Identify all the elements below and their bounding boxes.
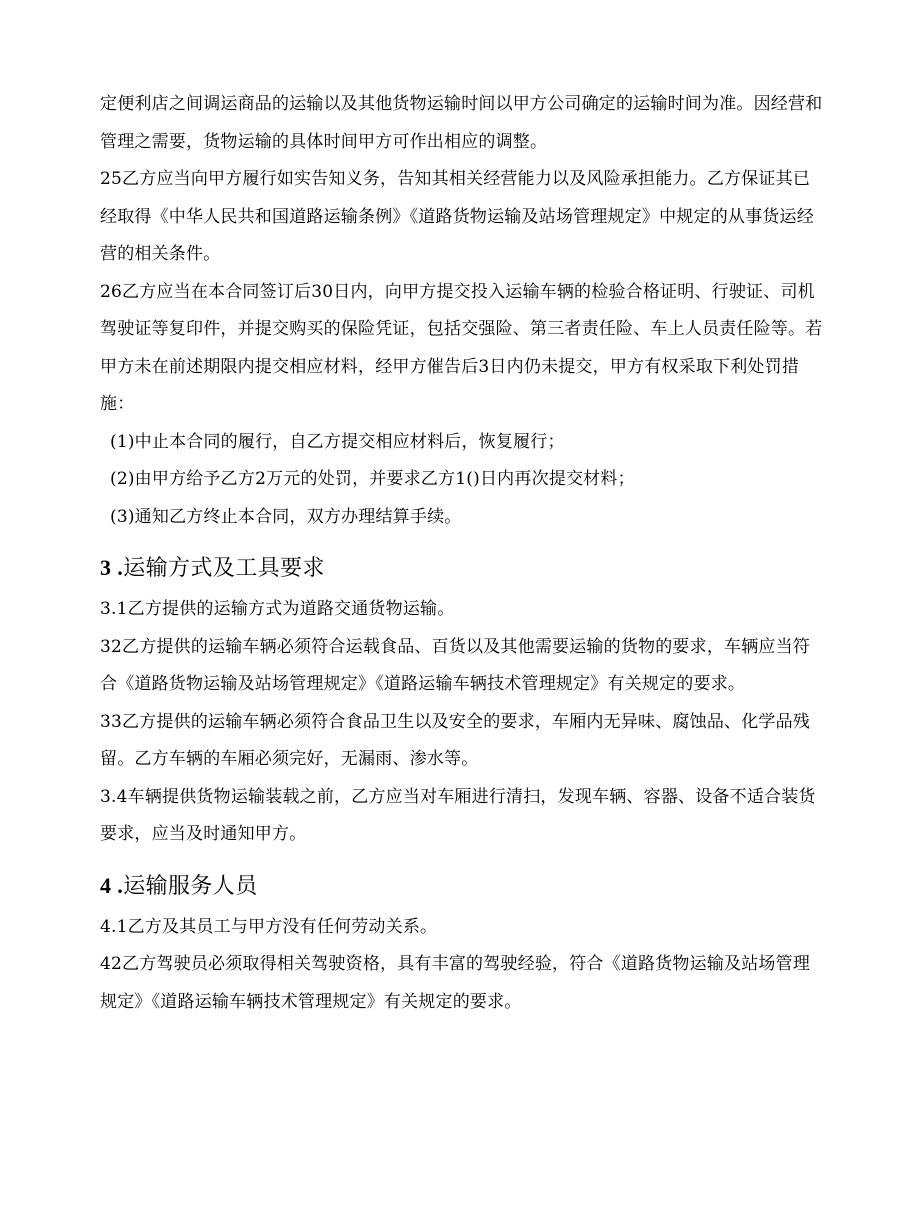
- document-body: [100, 86, 825, 1021]
- paragraph-3-2: 32乙方提供的运输车辆必须符合运载食品、百货以及其他需要运输的货物的要求，车辆应当符合《道路货物运输及站场管理规定》《道路运输车辆技术管理规定》有关规定的要求。: [100, 636, 811, 694]
- paragraph-4-1: 4.1乙方及其员工与甲方没有任何劳动关系。: [100, 916, 438, 937]
- section-3-heading: [100, 546, 825, 591]
- section-4-number: 4 .: [100, 872, 124, 898]
- paragraph-3-1: 3.1乙方提供的运输方式为道路交通货物运输。: [100, 599, 455, 619]
- section-3-title: 运输方式及工具要求: [123, 556, 325, 581]
- section-3-number: 3 .: [100, 555, 124, 580]
- paragraph-continuation: 定便利店之间调运商品的运输以及其他货物运输时间以甲方公司确定的运输时间为准。因经营和管理之需要，货物运输的具体时间甲方可作出相应的调整。: [100, 94, 823, 152]
- paragraph-3-3: 33乙方提供的运输车辆必须符合食品卫生以及安全的要求，车厢内无异味、腐蚀品、化学品残留。乙方车辆的车厢必须完好，无漏雨、渗水等。: [100, 711, 811, 769]
- list-item-1: (1)中止本合同的履行，自乙方提交相应材料后，恢复履行；: [110, 431, 565, 452]
- section-4-title: 运输服务人员: [123, 873, 258, 899]
- list-item-2: (2)由甲方给予乙方2万元的处罚，并要求乙方1()日内再次提交材料；: [110, 469, 635, 489]
- section-4-heading: [100, 864, 825, 909]
- paragraph-25: 25乙方应当向甲方履行如实告知义务，告知其相关经营能力以及风险承担能力。乙方保证其已经取得《中华人民共和国道路运输条例》《道路货物运输及站场管理规定》中规定的从事货运经营的相关条件。: [100, 169, 814, 264]
- paragraph-26: 26乙方应当在本合同签订后30日内，向甲方提交投入运输车辆的检验合格证明、行驶证、司机驾驶证等复印件，并提交购买的保险凭证，包括交强险、第三者责任险、车上人员责任险等。若甲方未在前述期限内提交相应材料，经甲方催告后3日内仍未提交，甲方有权采取下利处罚措施：: [100, 281, 823, 414]
- paragraph-3-4: 3.4车辆提供货物运输装载之前，乙方应当对车厢进行清扫，发现车辆、容器、设备不适合装货要求，应当及时通知甲方。: [100, 786, 816, 844]
- list-item-3: (3)通知乙方终止本合同，双方办理结算手续。: [110, 506, 462, 527]
- paragraph-4-2: 42乙方驾驶员必须取得相关驾驶资格，具有丰富的驾驶经验，符合《道路货物运输及站场管理规定》《道路运输车辆技术管理规定》有关规定的要求。: [100, 954, 811, 1012]
